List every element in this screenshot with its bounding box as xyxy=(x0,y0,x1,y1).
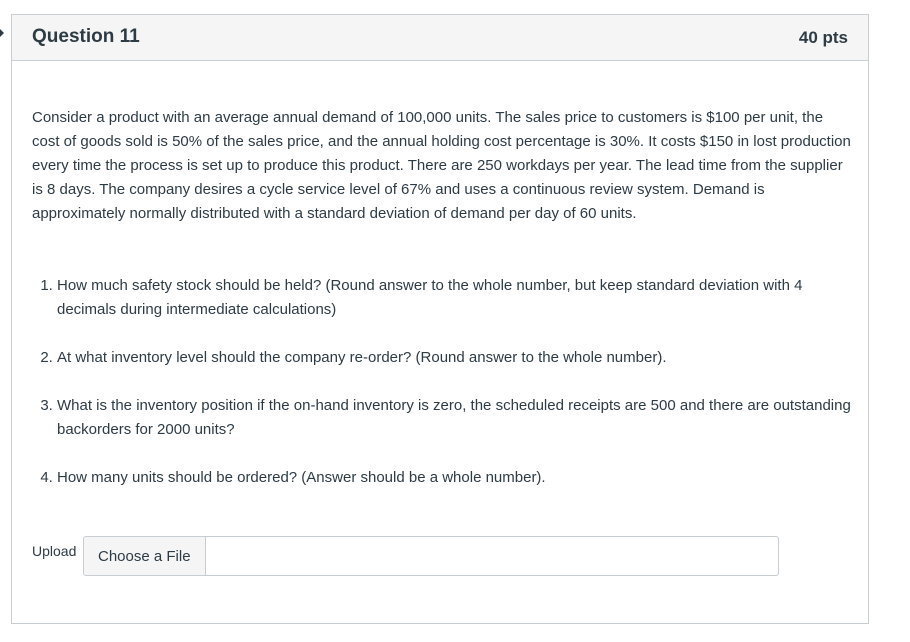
question-body xyxy=(32,106,852,514)
upload-row xyxy=(32,536,792,576)
question-title: Question 11 xyxy=(32,26,140,47)
question-item-3: 3. What is the inventory position if the on-hand inventory is zero, the scheduled receipts are 500 and there are outstanding backorders for 2000 units? xyxy=(57,394,852,442)
file-upload-field[interactable] xyxy=(83,536,779,576)
question-card xyxy=(11,14,869,624)
choose-file-button[interactable]: Choose a File xyxy=(84,537,206,575)
question-nav-marker-icon xyxy=(0,29,4,37)
upload-label: Upload xyxy=(32,543,77,559)
question-item-1: 1. How much safety stock should be held? (Round answer to the whole number, but keep standard deviation with 4 decimals during intermediate calculations) xyxy=(57,274,852,322)
question-header xyxy=(12,15,868,61)
question-list xyxy=(32,274,852,490)
question-prompt: Consider a product with an average annual demand of 100,000 units. The sales price to customers is $100 per unit, the cost of goods sold is 50% of the sales price, and the annual holding cost percentage is 30%. It costs $150 in lost production every time the process is set up to produce this product. There are 250 workdays per year. The lead time from the supplier is 8 days. The company desires a cycle service level of 67% and uses a continuous review system. Demand is approximately normally distributed with a standard deviation of demand per day of 60 units. xyxy=(32,109,851,222)
question-item-4: 4. How many units should be ordered? (Answer should be a whole number). xyxy=(57,466,852,490)
question-points: 40 pts xyxy=(798,28,848,47)
question-item-2: 2. At what inventory level should the company re-order? (Round answer to the whole number). xyxy=(57,346,852,370)
